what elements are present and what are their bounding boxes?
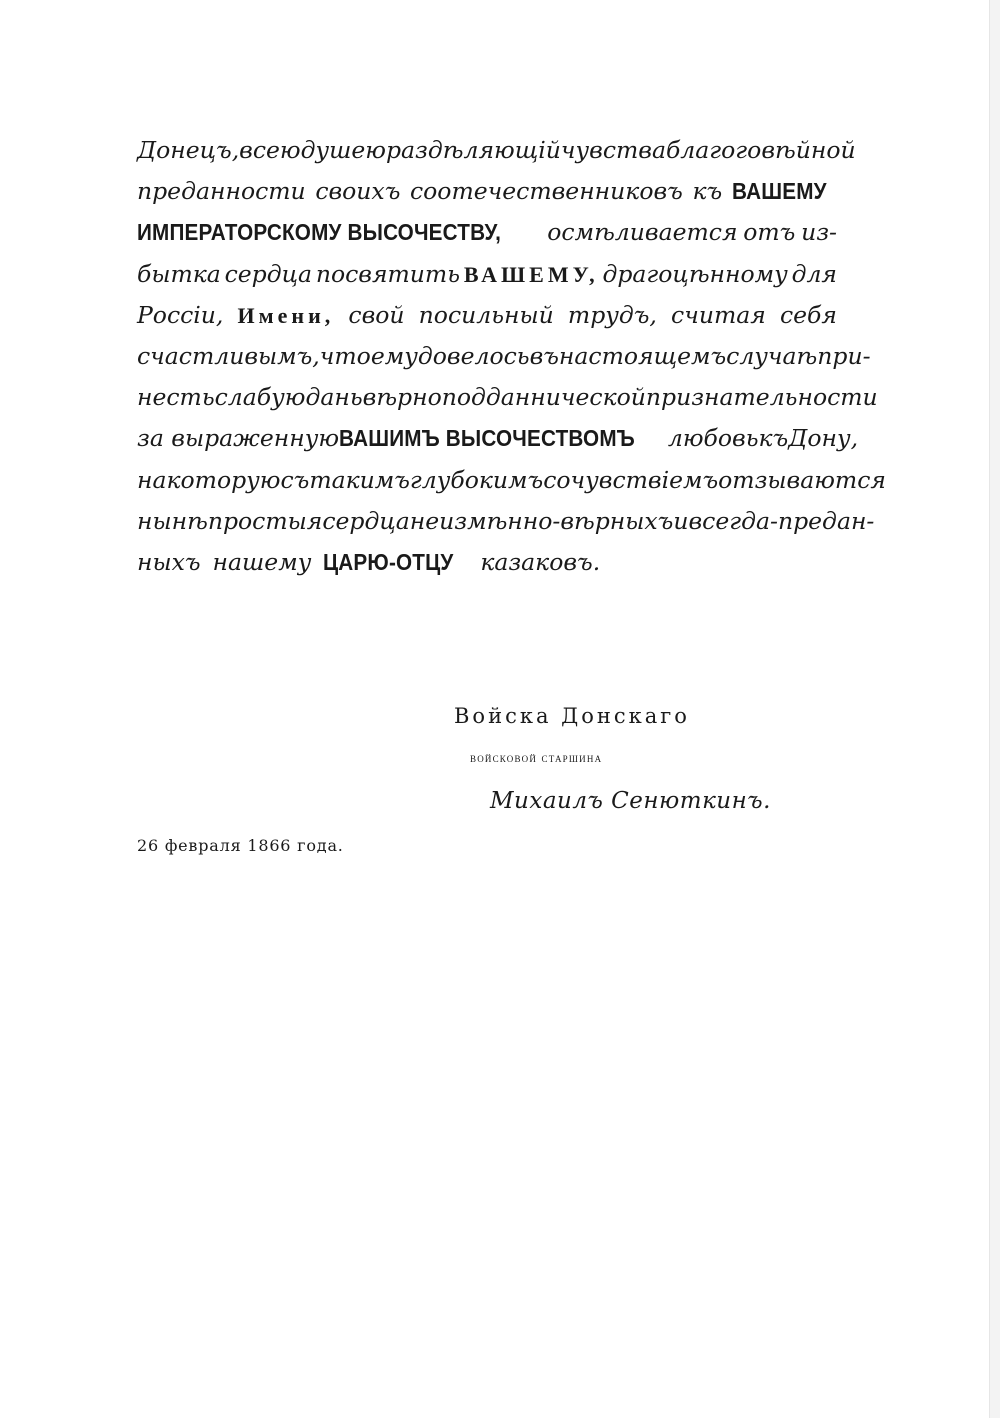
- word: счастливымъ,: [137, 341, 320, 370]
- word: при-: [817, 341, 871, 370]
- word: слабую: [214, 383, 306, 412]
- word: за выраженную: [137, 424, 340, 453]
- document-date: 26 февраля 1866 года.: [137, 836, 344, 855]
- word: для: [791, 259, 837, 288]
- word: всегда-предан-: [688, 506, 875, 535]
- signature-name: Михаилъ Сенюткинъ.: [490, 788, 771, 814]
- word: посвятить: [315, 259, 461, 288]
- dedication-text: [137, 130, 886, 583]
- word: Донецъ,: [137, 136, 240, 164]
- word: признательности: [645, 383, 878, 412]
- honorific-caps: ЦАРЮ-ОТЦУ: [323, 548, 454, 575]
- text-line: [137, 460, 886, 501]
- word: вѣрноподданнической: [362, 383, 646, 412]
- word: преданности: [137, 177, 306, 206]
- word: свой: [348, 300, 405, 329]
- word: дань: [305, 383, 363, 412]
- word: бытка: [137, 259, 221, 288]
- word: что: [319, 341, 371, 370]
- word: сердца: [322, 506, 410, 535]
- word: неизмѣнно-вѣрныхъ: [409, 506, 674, 535]
- word: всею: [239, 136, 301, 164]
- word: осмѣливается: [547, 218, 738, 247]
- word: Дону,: [788, 424, 859, 453]
- word: трудъ,: [567, 300, 657, 329]
- honorific-caps: ИМПЕРАТОРСКОМУ ВЫСОЧЕСТВУ,: [137, 219, 502, 246]
- word: въ: [529, 341, 559, 370]
- text-line: [137, 295, 837, 336]
- word: из-: [801, 218, 837, 247]
- honorific-caps: ВАШЕМУ: [731, 178, 827, 205]
- word: такимъ: [309, 465, 410, 494]
- word: отзываются: [718, 465, 886, 494]
- honorific-caps: ВАШИМЪ ВЫСОЧЕСТВОМЪ: [339, 425, 636, 452]
- text-line: [137, 130, 856, 171]
- word: раздѣляющій: [386, 136, 561, 164]
- text-line: [137, 212, 837, 253]
- text-line: [137, 336, 871, 377]
- text-line: [137, 501, 875, 542]
- word: настоящемъ: [558, 341, 727, 370]
- text-line: [137, 418, 859, 459]
- honorific-spaced: Имени,: [237, 302, 335, 328]
- signature-rank: войсковой старшина: [470, 750, 603, 765]
- word: на: [137, 465, 167, 494]
- word: посильный: [418, 300, 554, 329]
- word: простыя: [207, 506, 323, 535]
- word: казаковъ.: [480, 547, 601, 576]
- word: которую: [166, 465, 281, 494]
- word: благоговѣйной: [665, 136, 856, 164]
- word: ныхъ: [137, 547, 201, 576]
- text-line: [137, 377, 878, 418]
- word: случаѣ: [726, 341, 818, 370]
- word: себя: [779, 300, 837, 329]
- word: соотечественниковъ: [409, 177, 683, 206]
- word: ему: [370, 341, 418, 370]
- page-edge: [989, 0, 1000, 1418]
- text-line: [137, 254, 837, 295]
- word: чувства: [560, 136, 666, 164]
- signature-army: Войска Донскаго: [454, 704, 690, 728]
- text-line: [137, 542, 837, 583]
- word: съ: [280, 465, 310, 494]
- word: глубокимъ: [409, 465, 544, 494]
- word: къ: [758, 424, 789, 453]
- word: душею: [300, 136, 386, 164]
- word: отъ: [743, 218, 796, 247]
- word: своихъ: [315, 177, 401, 206]
- word: сердца: [224, 259, 313, 288]
- text-line: [137, 171, 837, 212]
- word: нашему: [212, 547, 312, 576]
- word: несть: [137, 383, 215, 412]
- word: сочувствіемъ: [543, 465, 719, 494]
- word: нынѣ: [137, 506, 208, 535]
- word: Россіи,: [137, 300, 224, 329]
- honorific-spaced: ВАШЕМУ,: [463, 261, 599, 287]
- word: къ: [692, 177, 723, 206]
- word: драгоцѣнному: [602, 259, 788, 288]
- word: довелось: [417, 341, 530, 370]
- word: любовь: [667, 424, 759, 453]
- word: и: [673, 506, 689, 535]
- word: считая: [671, 300, 766, 329]
